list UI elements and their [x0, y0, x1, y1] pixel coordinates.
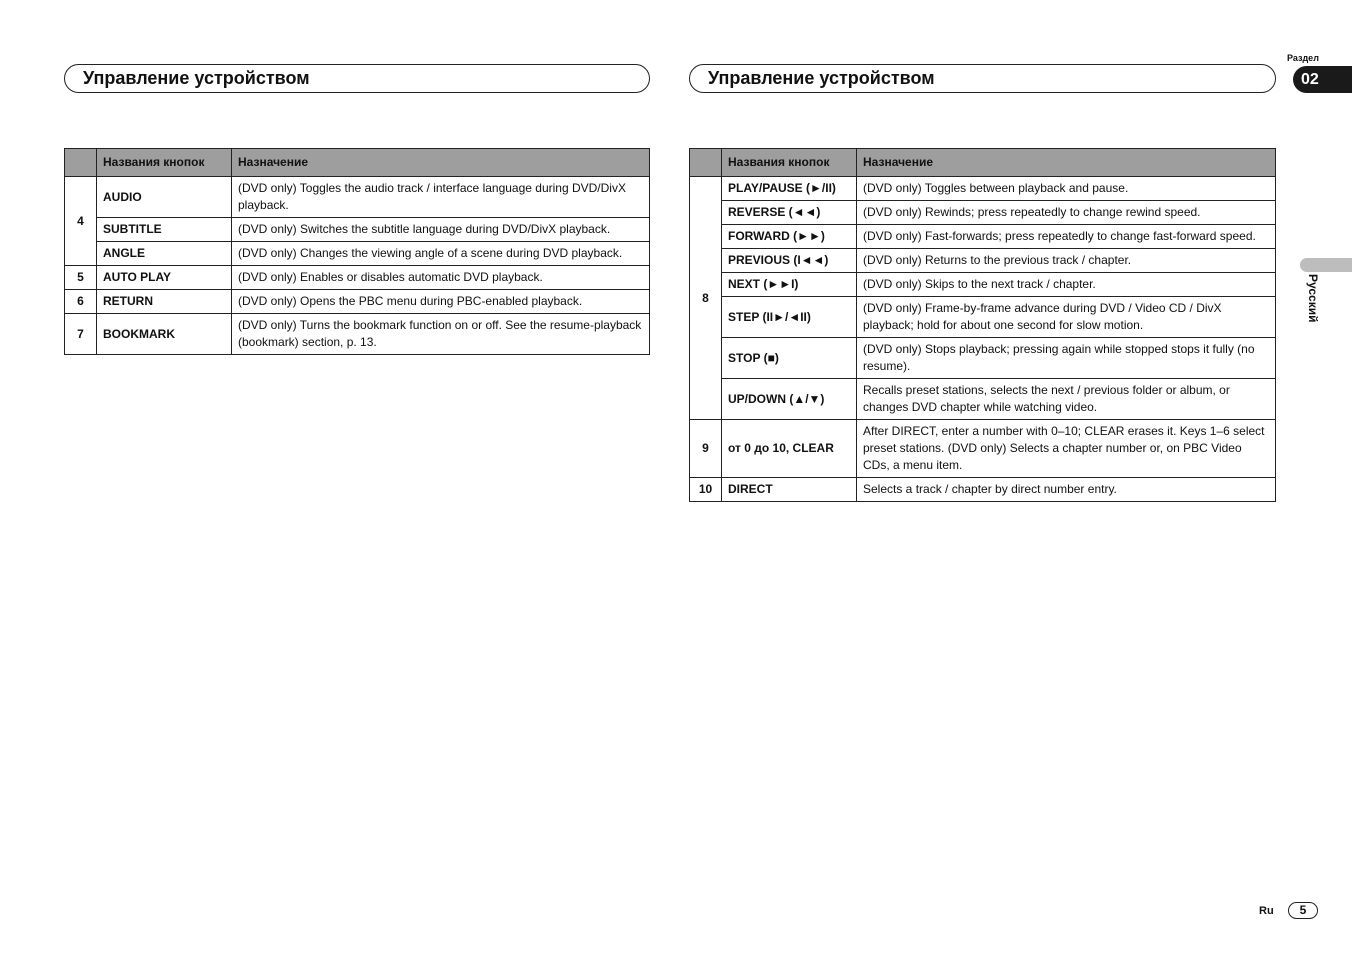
row-number: 8 — [690, 177, 722, 420]
header-button-names: Названия кнопок — [97, 149, 232, 177]
button-name: DIRECT — [722, 478, 857, 502]
table-row — [690, 273, 1276, 297]
button-description: (DVD only) Stops playback; pressing again while stopped stops it fully (no resume). — [857, 338, 1276, 379]
page-title-left: Управление устройством — [64, 64, 650, 93]
header-num — [690, 149, 722, 177]
button-description: (DVD only) Fast-forwards; press repeatedly to change fast-forward speed. — [857, 225, 1276, 249]
button-name: SUBTITLE — [97, 218, 232, 242]
button-name: UP/DOWN (▲/▼) — [722, 379, 857, 420]
table-row — [65, 218, 650, 242]
table-row — [690, 297, 1276, 338]
table-row — [690, 379, 1276, 420]
controls-table-left — [64, 148, 650, 355]
table-row — [65, 314, 650, 355]
table-row — [690, 177, 1276, 201]
button-name: RETURN — [97, 290, 232, 314]
row-number: 9 — [690, 420, 722, 478]
table-header-row — [690, 149, 1276, 177]
button-name: ANGLE — [97, 242, 232, 266]
button-description: (DVD only) Turns the bookmark function on or off. See the resume-playback (bookmark) section, p. 13. — [232, 314, 650, 355]
button-description: (DVD only) Returns to the previous track / chapter. — [857, 249, 1276, 273]
button-description: (DVD only) Switches the subtitle language during DVD/DivX playback. — [232, 218, 650, 242]
button-name: NEXT (►►I) — [722, 273, 857, 297]
table-row — [65, 266, 650, 290]
table-row — [65, 242, 650, 266]
controls-table-right — [689, 148, 1276, 502]
row-number: 5 — [65, 266, 97, 290]
button-description: (DVD only) Toggles between playback and pause. — [857, 177, 1276, 201]
header-purpose: Назначение — [857, 149, 1276, 177]
button-name: PLAY/PAUSE (►/II) — [722, 177, 857, 201]
row-number: 7 — [65, 314, 97, 355]
button-description: After DIRECT, enter a number with 0–10; CLEAR erases it. Keys 1–6 select preset stations. (DVD only) Selects a chapter number or, on PBC Video CDs, a menu item. — [857, 420, 1276, 478]
button-name: PREVIOUS (I◄◄) — [722, 249, 857, 273]
table-row — [65, 177, 650, 218]
button-name: AUDIO — [97, 177, 232, 218]
table-row — [690, 420, 1276, 478]
button-description: (DVD only) Opens the PBC menu during PBC-enabled playback. — [232, 290, 650, 314]
page-number: 5 — [1288, 902, 1318, 919]
language-label: Русский — [1306, 274, 1320, 323]
button-name: STEP (II►/◄II) — [722, 297, 857, 338]
table-row — [690, 338, 1276, 379]
table-row — [65, 290, 650, 314]
button-name: REVERSE (◄◄) — [722, 201, 857, 225]
row-number: 4 — [65, 177, 97, 266]
footer-language: Ru — [1259, 905, 1274, 917]
button-name: STOP (■) — [722, 338, 857, 379]
language-tab — [1300, 258, 1352, 272]
button-description: Selects a track / chapter by direct number entry. — [857, 478, 1276, 502]
header-num — [65, 149, 97, 177]
table-row — [690, 249, 1276, 273]
button-description: Recalls preset stations, selects the next / previous folder or album, or changes DVD chapter while watching video. — [857, 379, 1276, 420]
button-name: от 0 до 10, CLEAR — [722, 420, 857, 478]
row-number: 6 — [65, 290, 97, 314]
button-description: (DVD only) Rewinds; press repeatedly to change rewind speed. — [857, 201, 1276, 225]
button-description: (DVD only) Frame-by-frame advance during DVD / Video CD / DivX playback; hold for about one second for slow motion. — [857, 297, 1276, 338]
button-description: (DVD only) Changes the viewing angle of a scene during DVD playback. — [232, 242, 650, 266]
header-purpose: Назначение — [232, 149, 650, 177]
table-row — [690, 478, 1276, 502]
button-name: AUTO PLAY — [97, 266, 232, 290]
page-title-right: Управление устройством — [689, 64, 1276, 93]
button-name: BOOKMARK — [97, 314, 232, 355]
section-number-badge: 02 — [1293, 66, 1352, 93]
button-description: (DVD only) Toggles the audio track / interface language during DVD/DivX playback. — [232, 177, 650, 218]
table-row — [690, 225, 1276, 249]
row-number: 10 — [690, 478, 722, 502]
button-description: (DVD only) Enables or disables automatic DVD playback. — [232, 266, 650, 290]
button-name: FORWARD (►►) — [722, 225, 857, 249]
table-row — [690, 201, 1276, 225]
header-button-names: Названия кнопок — [722, 149, 857, 177]
section-label: Раздел — [1287, 53, 1319, 63]
table-header-row — [65, 149, 650, 177]
button-description: (DVD only) Skips to the next track / chapter. — [857, 273, 1276, 297]
